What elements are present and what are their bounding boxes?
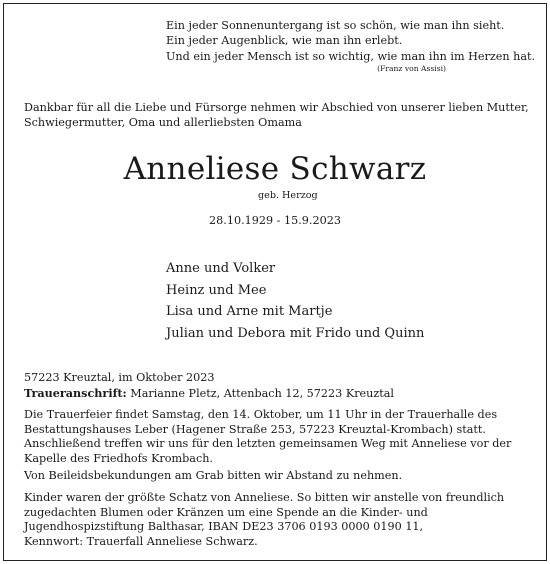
family-member: Lisa und Arne mit Martje bbox=[166, 304, 333, 320]
life-dates: 28.10.1929 - 15.9.2023 bbox=[209, 214, 341, 227]
funeral-line: Kapelle des Friedhofs Krombach. bbox=[24, 451, 213, 465]
family-member: Anne und Volker bbox=[166, 261, 276, 276]
donation-line: Jugendhospizstiftung Balthasar, IBAN DE23 3706 0193 0000 0190 11, bbox=[24, 520, 424, 534]
quote-line: Und ein jeder Mensch ist so wichtig, wie man ihn im Herzen hat. bbox=[166, 49, 536, 63]
address-block bbox=[24, 371, 534, 401]
condolence-line: Von Beileidsbekundungen am Grab bitten wir Abstand zu nehmen. bbox=[24, 469, 403, 482]
intro-line: Dankbar für all die Liebe und Fürsorge nehmen wir Abschied von unserer lieben Mutter, bbox=[24, 101, 529, 114]
family-member: Julian und Debora mit Frido und Quinn bbox=[166, 325, 425, 341]
quote-author: (Franz von Assisi) bbox=[377, 64, 446, 74]
quote-line: Ein jeder Augenblick, wie man ihn erlebt. bbox=[166, 34, 403, 48]
deceased-name: Anneliese Schwarz bbox=[123, 151, 427, 187]
donation-line: Kinder waren der größte Schatz von Anneliese. So bitten wir anstelle von freundlich bbox=[24, 491, 505, 504]
funeral-info bbox=[24, 408, 534, 466]
condolence-note bbox=[24, 469, 534, 484]
opening-quote bbox=[166, 18, 536, 74]
place-date: 57223 Kreuztal, im Oktober 2023 bbox=[24, 371, 215, 384]
donation-line: zugedachten Blumen oder Kränzen um eine Spende an die Kinder- und bbox=[24, 505, 428, 519]
mourning-address bbox=[24, 386, 534, 402]
intro-line: Schwiegermutter, Oma und allerliebsten Omama bbox=[24, 116, 302, 130]
donation-note bbox=[24, 491, 534, 549]
family-list bbox=[166, 258, 424, 344]
donation-line: Kennwort: Trauerfall Anneliese Schwarz. bbox=[24, 534, 258, 548]
funeral-line: Bestattungshauses Leber (Hagener Straße 253, 57223 Kreuztal-Krombach) statt. bbox=[24, 422, 486, 436]
mourning-address-label: Traueranschrift: bbox=[24, 385, 127, 400]
funeral-line: Anschließend treffen wir uns für den letzten gemeinsamen Weg mit Anneliese vor der bbox=[24, 437, 512, 451]
quote-line: Ein jeder Sonnenuntergang ist so schön, wie man ihn sieht. bbox=[166, 19, 505, 32]
family-member: Heinz und Mee bbox=[166, 282, 267, 298]
funeral-line: Die Trauerfeier findet Samstag, den 14. Oktober, um 11 Uhr in der Trauerhalle des bbox=[24, 408, 498, 421]
intro-text bbox=[24, 100, 534, 130]
mourning-address-value: Marianne Pletz, Attenbach 12, 57223 Kreuztal bbox=[126, 386, 395, 400]
maiden-name: geb. Herzog bbox=[258, 190, 318, 201]
